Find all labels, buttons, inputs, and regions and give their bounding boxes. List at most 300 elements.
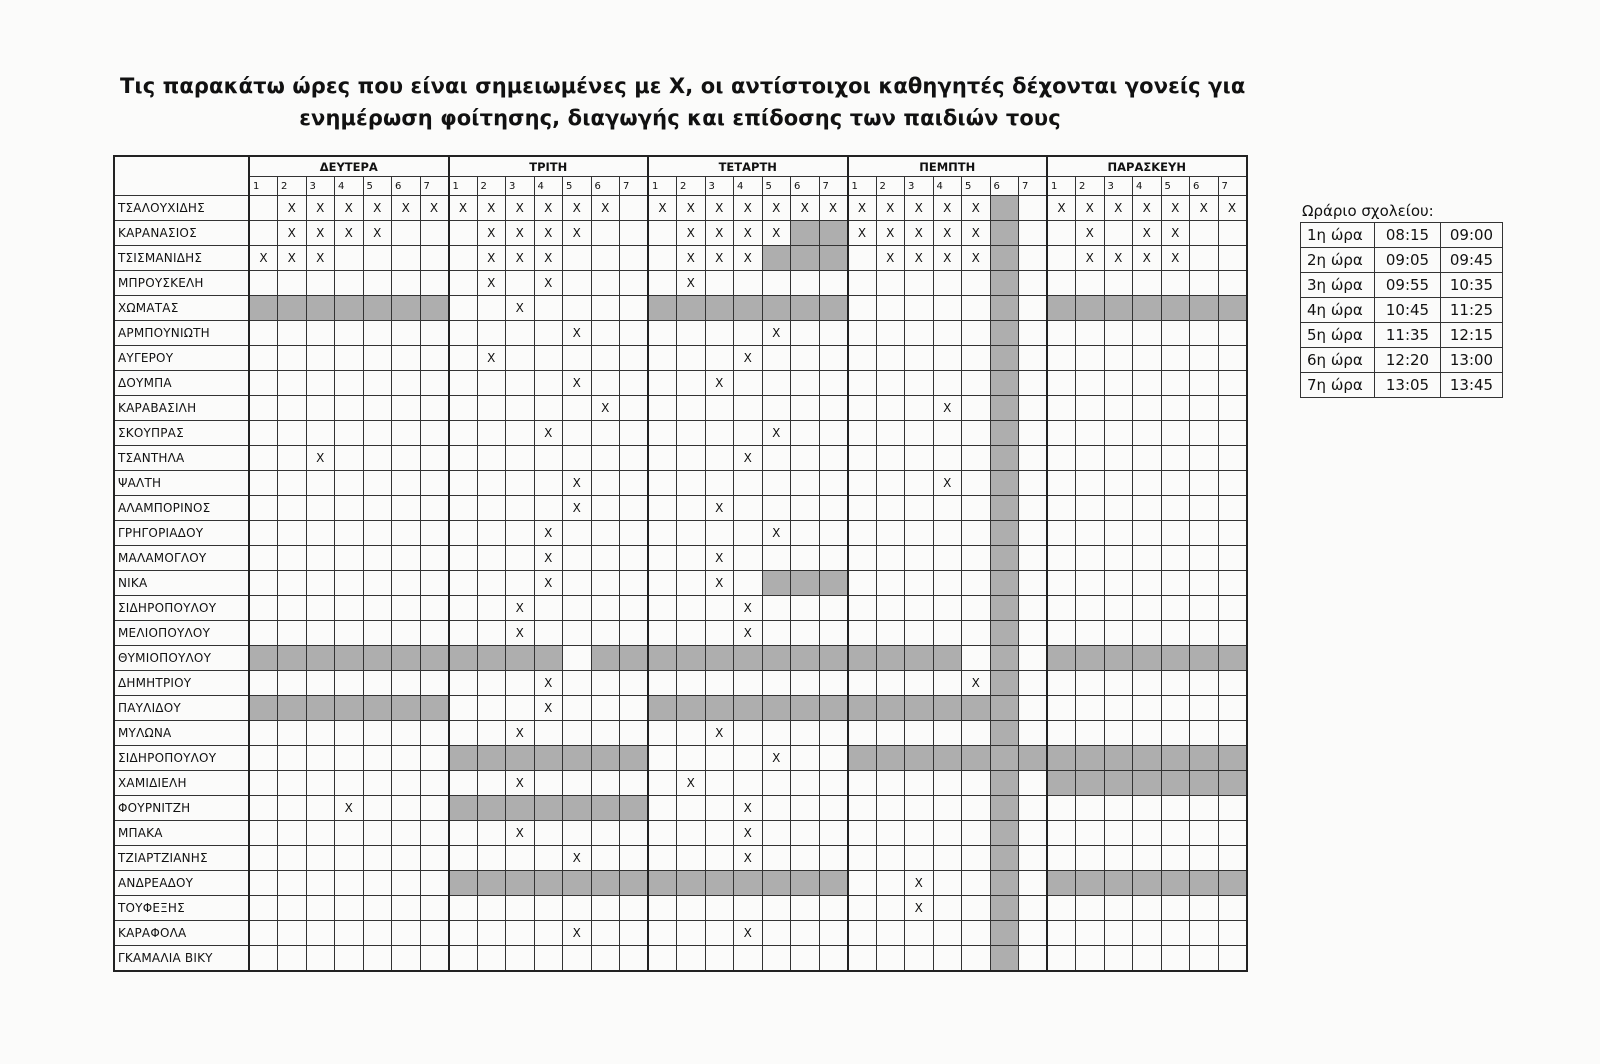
unavailable-cell [563,871,592,896]
unavailable-cell [1047,646,1076,671]
hour-number: 1 [848,177,877,196]
slot-cell [1047,321,1076,346]
slot-cell [249,546,278,571]
slot-cell [335,271,364,296]
unavailable-cell [278,296,307,321]
slot-cell [876,371,905,396]
unavailable-cell [1047,871,1076,896]
unavailable-cell [990,246,1019,271]
slot-cell [1019,671,1048,696]
slot-cell [677,596,706,621]
slot-cell [392,521,421,546]
slot-cell [477,671,506,696]
slot-cell [363,721,392,746]
availability-mark: Χ [534,246,563,271]
availability-mark: Χ [762,221,791,246]
slot-cell [534,396,563,421]
teacher-name: ΓΡΗΓΟΡΙΑΔΟΥ [114,521,249,546]
unavailable-cell [705,646,734,671]
slot-cell [278,271,307,296]
slot-cell [534,346,563,371]
start-time: 13:05 [1375,373,1441,398]
unavailable-cell [278,696,307,721]
end-time: 11:25 [1441,298,1503,323]
slot-cell [1161,571,1190,596]
teacher-row [114,646,1247,671]
slot-cell [848,346,877,371]
slot-cell [1047,246,1076,271]
availability-mark: Χ [1076,221,1105,246]
slot-cell [1047,671,1076,696]
availability-mark: Χ [933,396,962,421]
slot-cell [848,296,877,321]
slot-cell [962,371,991,396]
slot-cell [249,946,278,972]
availability-mark: Χ [705,196,734,221]
slot-cell [962,896,991,921]
slot-cell [734,396,763,421]
unavailable-cell [990,821,1019,846]
slot-cell [335,771,364,796]
teacher-row [114,271,1247,296]
slot-cell [762,921,791,946]
slot-cell [306,271,335,296]
unavailable-cell [990,746,1019,771]
slot-cell [1047,221,1076,246]
slot-cell [962,796,991,821]
hour-number: 5 [762,177,791,196]
slot-cell [1133,346,1162,371]
availability-mark: Χ [1076,196,1105,221]
slot-cell [1190,921,1219,946]
availability-mark: Χ [363,196,392,221]
unavailable-cell [591,871,620,896]
hour-number: 4 [734,177,763,196]
slot-cell [1047,821,1076,846]
hour-number: 1 [249,177,278,196]
slot-cell [876,446,905,471]
slot-cell [591,721,620,746]
slot-cell [1019,496,1048,521]
availability-mark: Χ [306,196,335,221]
page-title [120,70,1246,134]
slot-cell [1076,546,1105,571]
slot-cell [762,546,791,571]
availability-mark: Χ [905,221,934,246]
slot-cell [876,846,905,871]
slot-cell [249,846,278,871]
slot-cell [1104,421,1133,446]
availability-mark: Χ [962,221,991,246]
unavailable-cell [990,371,1019,396]
slot-cell [363,371,392,396]
unavailable-cell [762,871,791,896]
slot-cell [905,471,934,496]
slot-cell [1190,721,1219,746]
unavailable-cell [534,871,563,896]
day-header: ΤΡΙΤΗ [449,156,649,177]
slot-cell [1076,821,1105,846]
slot-cell [278,671,307,696]
slot-cell [506,471,535,496]
slot-cell [762,671,791,696]
slot-cell [620,496,649,521]
unavailable-cell [677,296,706,321]
unavailable-cell [506,646,535,671]
unavailable-cell [791,696,820,721]
slot-cell [1161,696,1190,721]
teacher-name: ΚΑΡΑΒΑΣΙΛΗ [114,396,249,421]
unavailable-cell [620,746,649,771]
slot-cell [1190,571,1219,596]
slot-cell [1047,946,1076,972]
slot-cell [420,421,449,446]
slot-cell [1019,721,1048,746]
slot-cell [677,796,706,821]
unavailable-cell [591,746,620,771]
slot-cell [420,221,449,246]
slot-cell [1190,371,1219,396]
slot-cell [819,471,848,496]
slot-cell [1104,321,1133,346]
period-label: 2η ώρα [1301,248,1375,273]
slot-cell [1133,396,1162,421]
unavailable-cell [762,571,791,596]
slot-cell [249,221,278,246]
hour-number: 6 [591,177,620,196]
slot-cell [762,471,791,496]
slot-cell [420,321,449,346]
teacher-name: ΠΑΥΛΙΔΟΥ [114,696,249,721]
schedule-row [1301,248,1503,273]
availability-mark: Χ [563,471,592,496]
unavailable-cell [791,571,820,596]
slot-cell [677,746,706,771]
slot-cell [420,371,449,396]
slot-cell [449,946,478,972]
slot-cell [1133,696,1162,721]
slot-cell [392,896,421,921]
unavailable-cell [990,671,1019,696]
slot-cell [1076,896,1105,921]
slot-cell [363,571,392,596]
slot-cell [1161,546,1190,571]
unavailable-cell [1161,871,1190,896]
slot-cell [1161,821,1190,846]
availability-mark: Χ [905,871,934,896]
schedule-row [1301,323,1503,348]
slot-cell [449,321,478,346]
availability-mark: Χ [534,571,563,596]
slot-cell [563,946,592,972]
slot-cell [392,321,421,346]
slot-cell [791,846,820,871]
slot-cell [1104,696,1133,721]
slot-cell [905,821,934,846]
slot-cell [1190,671,1219,696]
slot-cell [677,521,706,546]
teacher-name: ΤΣΙΣΜΑΝΙΔΗΣ [114,246,249,271]
slot-cell [933,871,962,896]
day-header: ΔΕΥΤΕΡΑ [249,156,449,177]
slot-cell [306,671,335,696]
slot-cell [677,496,706,521]
slot-cell [1104,396,1133,421]
slot-cell [962,821,991,846]
slot-cell [819,596,848,621]
slot-cell [876,546,905,571]
slot-cell [1161,896,1190,921]
slot-cell [791,896,820,921]
slot-cell [563,521,592,546]
slot-cell [933,671,962,696]
slot-cell [1133,621,1162,646]
teacher-name: ΣΙΔΗΡΟΠΟΥΛΟΥ [114,746,249,771]
slot-cell [392,621,421,646]
slot-cell [1190,521,1219,546]
slot-cell [1161,796,1190,821]
slot-cell [563,421,592,446]
slot-cell [1019,771,1048,796]
unavailable-cell [990,446,1019,471]
slot-cell [506,396,535,421]
slot-cell [278,371,307,396]
availability-mark: Χ [335,796,364,821]
slot-cell [420,746,449,771]
slot-cell [648,746,677,771]
availability-mark: Χ [933,246,962,271]
unavailable-cell [1190,646,1219,671]
slot-cell [933,271,962,296]
slot-cell [420,346,449,371]
unavailable-cell [534,646,563,671]
slot-cell [477,946,506,972]
unavailable-cell [1161,746,1190,771]
slot-cell [306,921,335,946]
slot-cell [933,296,962,321]
availability-mark: Χ [306,221,335,246]
unavailable-cell [1218,746,1247,771]
unavailable-cell [990,946,1019,972]
slot-cell [1019,621,1048,646]
slot-cell [1161,396,1190,421]
slot-cell [477,446,506,471]
slot-cell [591,621,620,646]
slot-cell [1047,396,1076,421]
slot-cell [420,246,449,271]
slot-cell [648,596,677,621]
unavailable-cell [762,696,791,721]
availability-mark: Χ [534,696,563,721]
slot-cell [1190,421,1219,446]
slot-cell [306,596,335,621]
slot-cell [905,946,934,972]
unavailable-cell [990,221,1019,246]
slot-cell [477,896,506,921]
availability-mark: Χ [506,246,535,271]
slot-cell [1161,521,1190,546]
slot-cell [335,346,364,371]
slot-cell [591,896,620,921]
teacher-name: ΓΚΑΜΑΛΙΑ ΒΙΚΥ [114,946,249,972]
slot-cell [905,796,934,821]
slot-cell [335,421,364,446]
slot-cell [705,771,734,796]
slot-cell [249,396,278,421]
unavailable-cell [1019,746,1048,771]
availability-mark: Χ [506,196,535,221]
availability-mark: Χ [534,221,563,246]
teacher-row [114,496,1247,521]
unavailable-cell [990,271,1019,296]
slot-cell [363,846,392,871]
unavailable-cell [449,646,478,671]
unavailable-cell [449,871,478,896]
availability-mark: Χ [762,421,791,446]
slot-cell [962,546,991,571]
availability-mark: Χ [848,221,877,246]
hour-number: 4 [933,177,962,196]
unavailable-cell [990,346,1019,371]
slot-cell [734,771,763,796]
slot-cell [1104,796,1133,821]
hour-number: 2 [477,177,506,196]
slot-cell [449,771,478,796]
slot-cell [705,471,734,496]
slot-cell [1133,596,1162,621]
slot-cell [563,896,592,921]
slot-cell [905,721,934,746]
unavailable-cell [306,296,335,321]
slot-cell [1047,521,1076,546]
slot-cell [762,596,791,621]
slot-cell [1161,621,1190,646]
slot-cell [1104,896,1133,921]
availability-mark: Χ [506,221,535,246]
slot-cell [791,496,820,521]
slot-cell [363,821,392,846]
slot-cell [677,896,706,921]
unavailable-cell [1218,646,1247,671]
slot-cell [534,296,563,321]
slot-cell [791,446,820,471]
slot-cell [734,721,763,746]
unavailable-cell [990,421,1019,446]
slot-cell [1019,471,1048,496]
slot-cell [1190,471,1219,496]
slot-cell [1047,571,1076,596]
slot-cell [249,721,278,746]
unavailable-cell [620,871,649,896]
slot-cell [876,571,905,596]
unavailable-cell [990,871,1019,896]
slot-cell [791,471,820,496]
slot-cell [1076,346,1105,371]
availability-mark: Χ [534,196,563,221]
slot-cell [363,271,392,296]
availability-mark: Χ [677,271,706,296]
school-schedule-table [1300,222,1503,398]
slot-cell [363,796,392,821]
slot-cell [1076,671,1105,696]
slot-cell [1190,396,1219,421]
slot-cell [591,671,620,696]
unavailable-cell [392,696,421,721]
hour-number: 5 [563,177,592,196]
unavailable-cell [1190,771,1219,796]
slot-cell [1190,446,1219,471]
availability-mark: Χ [278,196,307,221]
slot-cell [392,721,421,746]
slot-cell [962,646,991,671]
slot-cell [306,771,335,796]
slot-cell [1190,621,1219,646]
slot-cell [363,521,392,546]
availability-mark: Χ [876,221,905,246]
unavailable-cell [363,296,392,321]
unavailable-cell [591,796,620,821]
slot-cell [734,671,763,696]
availability-mark: Χ [1133,246,1162,271]
slot-cell [591,846,620,871]
unavailable-cell [1190,296,1219,321]
availability-mark: Χ [306,446,335,471]
availability-mark: Χ [449,196,478,221]
unavailable-cell [648,646,677,671]
slot-cell [449,446,478,471]
slot-cell [392,921,421,946]
slot-cell [1104,721,1133,746]
teacher-row [114,846,1247,871]
slot-cell [249,421,278,446]
slot-cell [819,546,848,571]
slot-cell [477,471,506,496]
slot-cell [563,596,592,621]
slot-cell [534,946,563,972]
period-label: 3η ώρα [1301,273,1375,298]
end-time: 13:00 [1441,348,1503,373]
slot-cell [705,421,734,446]
availability-mark: Χ [677,221,706,246]
slot-cell [620,296,649,321]
slot-cell [620,846,649,871]
slot-cell [905,296,934,321]
availability-mark: Χ [534,421,563,446]
slot-cell [819,396,848,421]
slot-cell [420,771,449,796]
slot-cell [563,671,592,696]
availability-mark: Χ [1190,196,1219,221]
period-label: 6η ώρα [1301,348,1375,373]
availability-mark: Χ [506,596,535,621]
slot-cell [876,471,905,496]
availability-mark: Χ [705,496,734,521]
slot-cell [734,746,763,771]
availability-mark: Χ [791,196,820,221]
slot-cell [791,946,820,972]
slot-cell [962,496,991,521]
slot-cell [1076,721,1105,746]
unavailable-cell [848,646,877,671]
slot-cell [591,521,620,546]
slot-cell [933,371,962,396]
slot-cell [306,396,335,421]
slot-cell [933,771,962,796]
unavailable-cell [905,746,934,771]
slot-cell [762,446,791,471]
slot-cell [1104,946,1133,972]
slot-cell [1019,796,1048,821]
